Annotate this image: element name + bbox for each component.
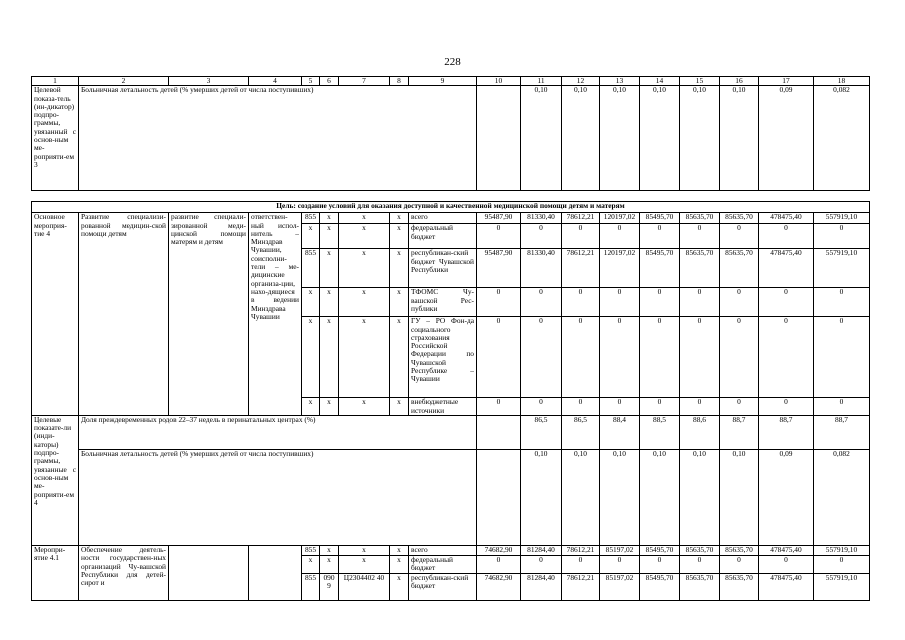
value-cell: 0 <box>477 317 521 398</box>
code-cell: х <box>339 213 390 224</box>
code-cell: х <box>320 546 339 556</box>
value-cell: 0,10 <box>640 450 680 546</box>
value-cell: 0 <box>521 224 562 249</box>
code-cell: 855 <box>302 573 320 600</box>
code-cell: х <box>302 398 320 416</box>
code-cell: х <box>320 556 339 574</box>
value-cell: 120197,02 <box>600 249 640 288</box>
code-cell: х <box>320 213 339 224</box>
value-cell: 478475,40 <box>759 546 814 556</box>
value-cell: 0 <box>720 556 759 574</box>
value-cell: 0 <box>562 224 600 249</box>
funding-source: федеральный бюджет <box>409 556 477 574</box>
value-cell: 81330,40 <box>521 249 562 288</box>
value-cell: 0 <box>759 288 814 317</box>
value-cell: 0 <box>562 556 600 574</box>
value-cell: 0,10 <box>680 86 720 191</box>
column-number: 17 <box>759 77 814 86</box>
column-number: 3 <box>169 77 249 86</box>
value-cell: 85495,70 <box>640 546 680 556</box>
value-cell: 0 <box>814 398 870 416</box>
value-cell: 74682,90 <box>477 573 521 600</box>
indicator-name: Больничная летальность детей (% умерших детей от числа поступивших) <box>79 86 477 191</box>
code-cell: х <box>390 546 409 556</box>
value-cell: 78612,21 <box>562 213 600 224</box>
blank-row <box>32 191 870 202</box>
value-cell: 81330,40 <box>521 213 562 224</box>
value-cell: 0 <box>521 398 562 416</box>
column-number: 14 <box>640 77 680 86</box>
value-cell: 557919,10 <box>814 249 870 288</box>
activity-name: Развитие специализи-рованной медицин-ской помощи детям <box>79 213 169 416</box>
code-cell: х <box>339 546 390 556</box>
value-cell: 0 <box>600 224 640 249</box>
value-cell: 0 <box>600 398 640 416</box>
column-number: 10 <box>477 77 521 86</box>
code-cell: х <box>339 224 390 249</box>
value-cell: 0 <box>477 224 521 249</box>
value-cell: 478475,40 <box>759 249 814 288</box>
value-cell: 85635,70 <box>680 213 720 224</box>
value-cell: 0 <box>477 288 521 317</box>
funding-source: республикан-ский бюджет <box>409 573 477 600</box>
value-cell: 557919,10 <box>814 546 870 556</box>
code-cell: Ц2304402 40 <box>339 573 390 600</box>
column-number: 15 <box>680 77 720 86</box>
code-cell: х <box>390 213 409 224</box>
value-cell: 95487,90 <box>477 249 521 288</box>
value-cell: 478475,40 <box>759 573 814 600</box>
value-cell: 0 <box>640 288 680 317</box>
value-cell: 0 <box>680 224 720 249</box>
value-cell: 81284,40 <box>521 573 562 600</box>
value-cell: 0,10 <box>680 450 720 546</box>
value-cell: 0,10 <box>640 86 680 191</box>
value-cell: 85495,70 <box>640 573 680 600</box>
code-cell: х <box>390 224 409 249</box>
empty-cell <box>249 546 302 601</box>
value-cell: 0 <box>640 556 680 574</box>
column-number: 4 <box>249 77 302 86</box>
value-cell: 0,10 <box>600 450 640 546</box>
column-number: 12 <box>562 77 600 86</box>
empty-cell <box>477 86 521 191</box>
indicator-row <box>32 86 870 191</box>
value-cell: 85197,02 <box>600 573 640 600</box>
value-cell: 0 <box>759 556 814 574</box>
value-cell: 88,7 <box>814 415 870 449</box>
code-cell: 855 <box>302 249 320 288</box>
value-cell: 0 <box>720 288 759 317</box>
value-cell: 85635,70 <box>680 573 720 600</box>
code-cell: х <box>390 398 409 416</box>
value-cell: 88,4 <box>600 415 640 449</box>
value-cell: 0 <box>562 317 600 398</box>
indicator-row <box>32 415 870 449</box>
value-cell: 86,5 <box>562 415 600 449</box>
value-cell: 0,10 <box>521 86 562 191</box>
empty-cell <box>477 415 521 449</box>
value-cell: 0 <box>600 556 640 574</box>
value-cell: 85197,02 <box>600 546 640 556</box>
value-cell: 88,7 <box>720 415 759 449</box>
value-cell: 0 <box>814 224 870 249</box>
activity-label: Основное мероприя-тие 4 <box>32 213 79 416</box>
value-cell: 0,10 <box>720 450 759 546</box>
value-cell: 88,6 <box>680 415 720 449</box>
code-cell: х <box>320 398 339 416</box>
value-cell: 0,09 <box>759 450 814 546</box>
value-cell: 0 <box>680 398 720 416</box>
value-cell: 0,082 <box>814 86 870 191</box>
indicator-label: Целевой показа-тель (ин-дикатор) подпро-граммы, увязанный с основ-ным ме-роприяти-ем 3 <box>32 86 79 191</box>
column-number: 16 <box>720 77 759 86</box>
code-cell: х <box>390 288 409 317</box>
activity-task: развитие специали-зированной меди-цинской помощи матерям и детям <box>169 213 249 416</box>
value-cell: 74682,90 <box>477 546 521 556</box>
value-cell: 0 <box>521 317 562 398</box>
empty-cell <box>477 450 521 546</box>
value-cell: 0 <box>680 317 720 398</box>
value-cell: 85635,70 <box>720 213 759 224</box>
value-cell: 0,10 <box>720 86 759 191</box>
code-cell: х <box>390 573 409 600</box>
code-cell: х <box>390 556 409 574</box>
funding-source: ГУ – РО Фон-да социального страхования Российской Федерации по Чувашской Республике – Чувашии <box>409 317 477 398</box>
measure-label: Меропри-ятие 4.1 <box>32 546 79 601</box>
funding-source: федеральный бюджет <box>409 224 477 249</box>
value-cell: 0 <box>477 556 521 574</box>
value-cell: 0 <box>759 224 814 249</box>
code-cell: х <box>339 249 390 288</box>
value-cell: 0 <box>521 288 562 317</box>
indicator-name: Доля преждевременных родов 22–37 недель в перинатальных центрах (%) <box>79 415 477 449</box>
indicator-label: Целевые показате-ли (инди-каторы) подпро-граммы, увязанные с основ-ным ме-роприяти-ем 4 <box>32 415 79 545</box>
value-cell: 85635,70 <box>680 546 720 556</box>
column-number: 7 <box>339 77 390 86</box>
funding-source: республикан-ский бюджет Чувашской Республики <box>409 249 477 288</box>
value-cell: 85495,70 <box>640 249 680 288</box>
code-cell: х <box>339 317 390 398</box>
value-cell: 0,10 <box>600 86 640 191</box>
value-cell: 557919,10 <box>814 573 870 600</box>
code-cell: х <box>339 288 390 317</box>
code-cell: х <box>339 398 390 416</box>
empty-cell <box>169 546 249 601</box>
value-cell: 0 <box>814 288 870 317</box>
column-number: 8 <box>390 77 409 86</box>
value-cell: 78612,21 <box>562 546 600 556</box>
page-number: 228 <box>444 56 461 68</box>
column-number: 11 <box>521 77 562 86</box>
value-cell: 0 <box>720 317 759 398</box>
value-cell: 0 <box>720 398 759 416</box>
value-cell: 478475,40 <box>759 213 814 224</box>
code-cell: х <box>302 288 320 317</box>
value-cell: 95487,90 <box>477 213 521 224</box>
value-cell: 0 <box>720 224 759 249</box>
code-cell: 855 <box>302 546 320 556</box>
value-cell: 557919,10 <box>814 213 870 224</box>
code-cell: 855 <box>302 213 320 224</box>
spacer-cell <box>32 191 870 202</box>
column-number: 18 <box>814 77 870 86</box>
value-cell: 85635,70 <box>720 573 759 600</box>
code-cell: 0909 <box>320 573 339 600</box>
indicator-row <box>32 450 870 546</box>
goal-row <box>32 202 870 213</box>
value-cell: 0,10 <box>521 450 562 546</box>
value-cell: 78612,21 <box>562 573 600 600</box>
budget-table <box>31 76 870 601</box>
value-cell: 85635,70 <box>680 249 720 288</box>
value-cell: 0,10 <box>562 450 600 546</box>
value-cell: 0 <box>759 398 814 416</box>
value-cell: 0,09 <box>759 86 814 191</box>
value-cell: 0,10 <box>562 86 600 191</box>
value-cell: 0 <box>640 224 680 249</box>
code-cell: х <box>320 317 339 398</box>
column-number: 2 <box>79 77 169 86</box>
value-cell: 0 <box>814 556 870 574</box>
funding-source: внебюджетные источники <box>409 398 477 416</box>
code-cell: х <box>302 556 320 574</box>
finance-row <box>32 213 870 224</box>
value-cell: 85495,70 <box>640 213 680 224</box>
value-cell: 85635,70 <box>720 249 759 288</box>
funding-source: всего <box>409 213 477 224</box>
value-cell: 88,7 <box>759 415 814 449</box>
code-cell: х <box>320 224 339 249</box>
value-cell: 0 <box>562 398 600 416</box>
value-cell: 0 <box>814 317 870 398</box>
code-cell: х <box>302 317 320 398</box>
column-number: 13 <box>600 77 640 86</box>
column-number: 9 <box>409 77 477 86</box>
column-number: 6 <box>320 77 339 86</box>
value-cell: 78612,21 <box>562 249 600 288</box>
value-cell: 0 <box>477 398 521 416</box>
value-cell: 0 <box>521 556 562 574</box>
value-cell: 0,082 <box>814 450 870 546</box>
value-cell: 0 <box>640 398 680 416</box>
measure-name: Обеспечение деятель-ности государствен-ных организаций Чу-вашской Республики для детей-сирот и <box>79 546 169 601</box>
value-cell: 86,5 <box>521 415 562 449</box>
value-cell: 120197,02 <box>600 213 640 224</box>
indicator-name: Больничная летальность детей (% умерших детей от числа поступивших) <box>79 450 477 546</box>
funding-source: ТФОМС Чу-вашской Рес-публики <box>409 288 477 317</box>
activity-executor: ответствен-ный испол-нитель – Минздрав Чувашии, соисполни-тели – ме-дицинские организа-ции, нахо-дящиеся в ведении Минздрава Чувашии <box>249 213 302 416</box>
code-cell: х <box>390 317 409 398</box>
header-row <box>32 77 870 86</box>
value-cell: 85635,70 <box>720 546 759 556</box>
value-cell: 81284,40 <box>521 546 562 556</box>
code-cell: х <box>339 556 390 574</box>
value-cell: 88,5 <box>640 415 680 449</box>
value-cell: 0 <box>600 288 640 317</box>
value-cell: 0 <box>600 317 640 398</box>
funding-source: всего <box>409 546 477 556</box>
value-cell: 0 <box>680 288 720 317</box>
code-cell: х <box>320 249 339 288</box>
column-number: 1 <box>32 77 79 86</box>
value-cell: 0 <box>562 288 600 317</box>
column-number: 5 <box>302 77 320 86</box>
value-cell: 0 <box>759 317 814 398</box>
code-cell: х <box>390 249 409 288</box>
goal-heading: Цель: создание условий для оказания доступной и качественной медицинской помощи детям и матерям <box>32 202 870 213</box>
value-cell: 0 <box>640 317 680 398</box>
code-cell: х <box>302 224 320 249</box>
finance-row <box>32 546 870 556</box>
code-cell: х <box>320 288 339 317</box>
value-cell: 0 <box>680 556 720 574</box>
